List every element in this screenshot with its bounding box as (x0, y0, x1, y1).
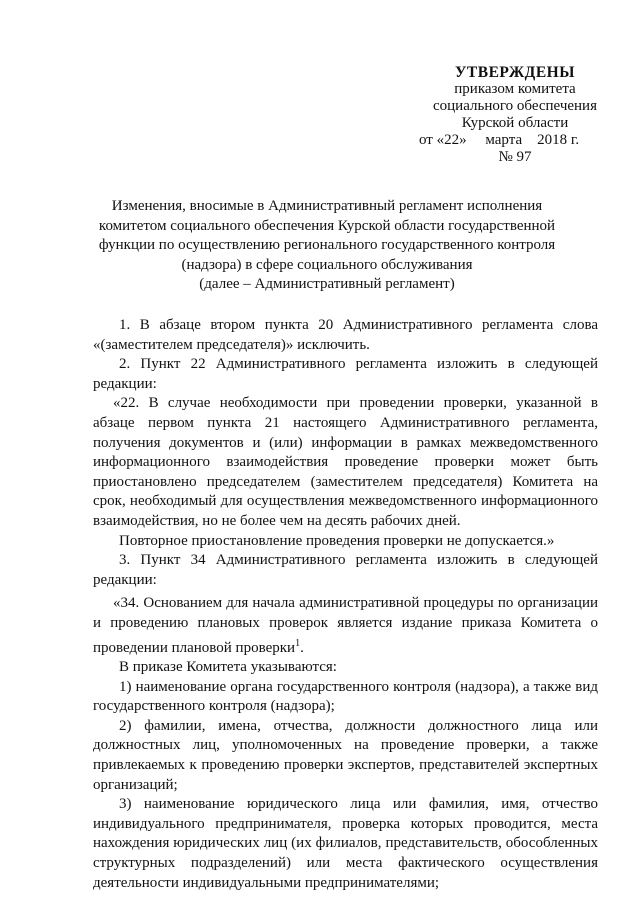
title-line: функции по осуществлению регионального государственного контроля (98, 237, 556, 253)
paragraph-item-3: 3. Пункт 34 Административного регламента изложить в следующей редакции: (93, 552, 598, 588)
list-item-1: 1) наименование органа государственного контроля (надзора), а также вид государственного контроля (надзора); (93, 678, 598, 715)
approval-number: № 97 (498, 149, 532, 165)
document-title (92, 197, 562, 295)
list-item-2: 2) фамилии, имена, отчества, должности должностного лица или должностных лиц, уполномоченных на проведение проверки, а также привлекаемых к проведению проверки экспертов, представителей экспертных организаций; (93, 717, 598, 793)
paragraph-item-2: 2. Пункт 22 Административного регламента изложить в следующей редакции: (93, 356, 598, 392)
approval-heading: УТВЕРЖДЕНЫ (455, 64, 575, 81)
list-item-3: 3) наименование юридического лица или фамилия, имя, отчество индивидуального предпринимателя, проверка которых проводится, места нахождения юридических лиц (их филиалов, представительств, обособленных структурных подразделений) или места фактического осуществления деятельности индивидуальными предпринимателями; (93, 796, 598, 891)
paragraph-34-end: . (300, 639, 304, 656)
quoted-paragraph-34 (93, 594, 598, 658)
approval-line: Курской области (461, 115, 569, 131)
approval-date: от «22» марта 2018 г. (419, 132, 580, 148)
paragraph-repeat-suspension: Повторное приостановление проведения проверки не допускается.» (119, 532, 555, 549)
paragraph-34-text: «34. Основанием для начала административной процедуры по организации и проведению плановых проверок является издание приказа Комитета о проведении плановой проверки (93, 595, 598, 656)
document-body (93, 316, 598, 893)
title-line: (надзора) в сфере социального обслуживания (181, 256, 473, 273)
quoted-paragraph-22: «22. В случае необходимости при проведении проверки, указанной в абзаце первом пункта 21 настоящего Административного регламента, получения документов и (или) информации в рамках межведомственного информационного взаимодействия проведение проверки может быть приостановлено председателем (заместителем председателя) Комитета на срок, необходимый для осуществления межведомственного информационного взаимодействия, но не более чем на десять рабочих дней. (93, 395, 598, 529)
footnote-ref: 1 (295, 637, 301, 649)
approval-line: приказом комитета (454, 81, 576, 97)
paragraph-item-1: 1. В абзаце втором пункта 20 Административного регламента слова «(заместителем председателя)» исключить. (93, 317, 598, 353)
paragraph-order-contents: В приказе Комитета указываются: (119, 659, 337, 676)
approval-line: социального обеспечения (433, 98, 597, 114)
title-line: Изменения, вносимые в Административный регламент исполнения (111, 198, 543, 214)
approval-stamp (415, 64, 615, 166)
title-line: (далее – Административный регламент) (199, 276, 455, 292)
title-line: комитетом социального обеспечения Курской области государственной (98, 217, 556, 234)
